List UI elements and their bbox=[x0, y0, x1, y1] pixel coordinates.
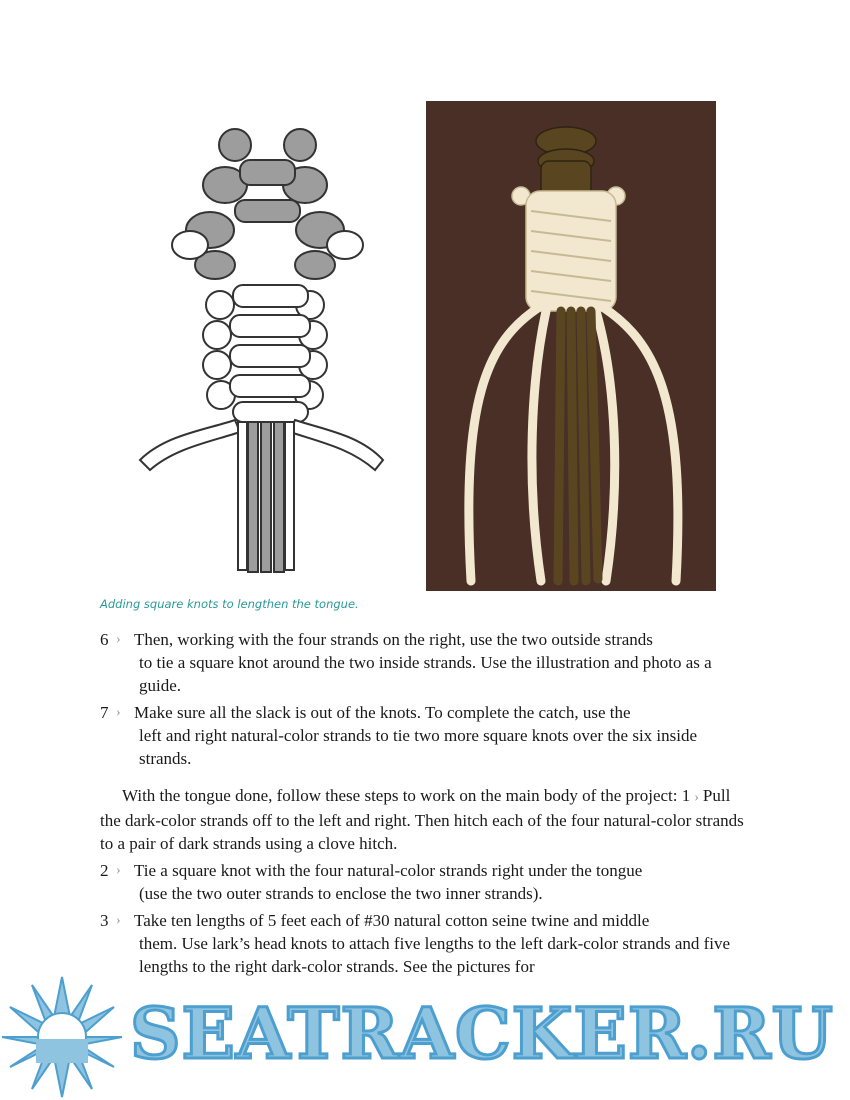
step-6 bbox=[100, 628, 750, 697]
paragraph-rest: Pull the dark-color strands off to the left and right. Then hitch each of the four natural-color strands to a pair of dark strands using a clove hitch. bbox=[100, 786, 744, 853]
step-text-cont: (use the two outer strands to enclose the two inner strands). bbox=[139, 884, 543, 903]
step-number: 6 bbox=[100, 630, 109, 649]
step-text-cont: left and right natural-color strands to tie two more square knots over the six inside strands. bbox=[139, 726, 698, 768]
step-3 bbox=[100, 909, 750, 978]
step-text: Make sure all the slack is out of the knots. To complete the catch, use the bbox=[134, 703, 631, 722]
watermark-text: SEATRACKER.RU bbox=[130, 992, 834, 1075]
figure-caption: Adding square knots to lengthen the tongue. bbox=[100, 597, 359, 611]
step-text: Take ten lengths of 5 feet each of #30 natural cotton seine twine and middle bbox=[134, 911, 650, 930]
step-text-cont: to tie a square knot around the two inside strands. Use the illustration and photo as a guide. bbox=[139, 653, 712, 695]
step-text: Tie a square knot with the four natural-color strands right under the tongue bbox=[134, 861, 643, 880]
step-number: 3 bbox=[100, 911, 109, 930]
step-text: Then, working with the four strands on the right, use the two outside strands bbox=[134, 630, 653, 649]
knot-photo bbox=[426, 101, 716, 591]
chevron-right-icon: › bbox=[116, 913, 121, 928]
chevron-right-icon: › bbox=[116, 863, 121, 878]
chevron-right-icon: › bbox=[116, 705, 121, 720]
instructions bbox=[100, 628, 750, 982]
step-7 bbox=[100, 701, 750, 770]
chevron-right-icon: › bbox=[694, 790, 699, 805]
knot-illustration bbox=[135, 120, 390, 580]
step-text-cont: them. Use lark’s head knots to attach five lengths to the left dark-color strands and five lengths to the right dark-color strands. See the pictures for bbox=[139, 934, 731, 976]
step-2 bbox=[100, 859, 750, 905]
paragraph-lead: With the tongue done, follow these steps to work on the main body of the project: 1 bbox=[122, 786, 691, 805]
chevron-right-icon: › bbox=[116, 632, 121, 647]
step-number: 2 bbox=[100, 861, 109, 880]
body-paragraph bbox=[100, 784, 750, 855]
step-number: 7 bbox=[100, 703, 109, 722]
